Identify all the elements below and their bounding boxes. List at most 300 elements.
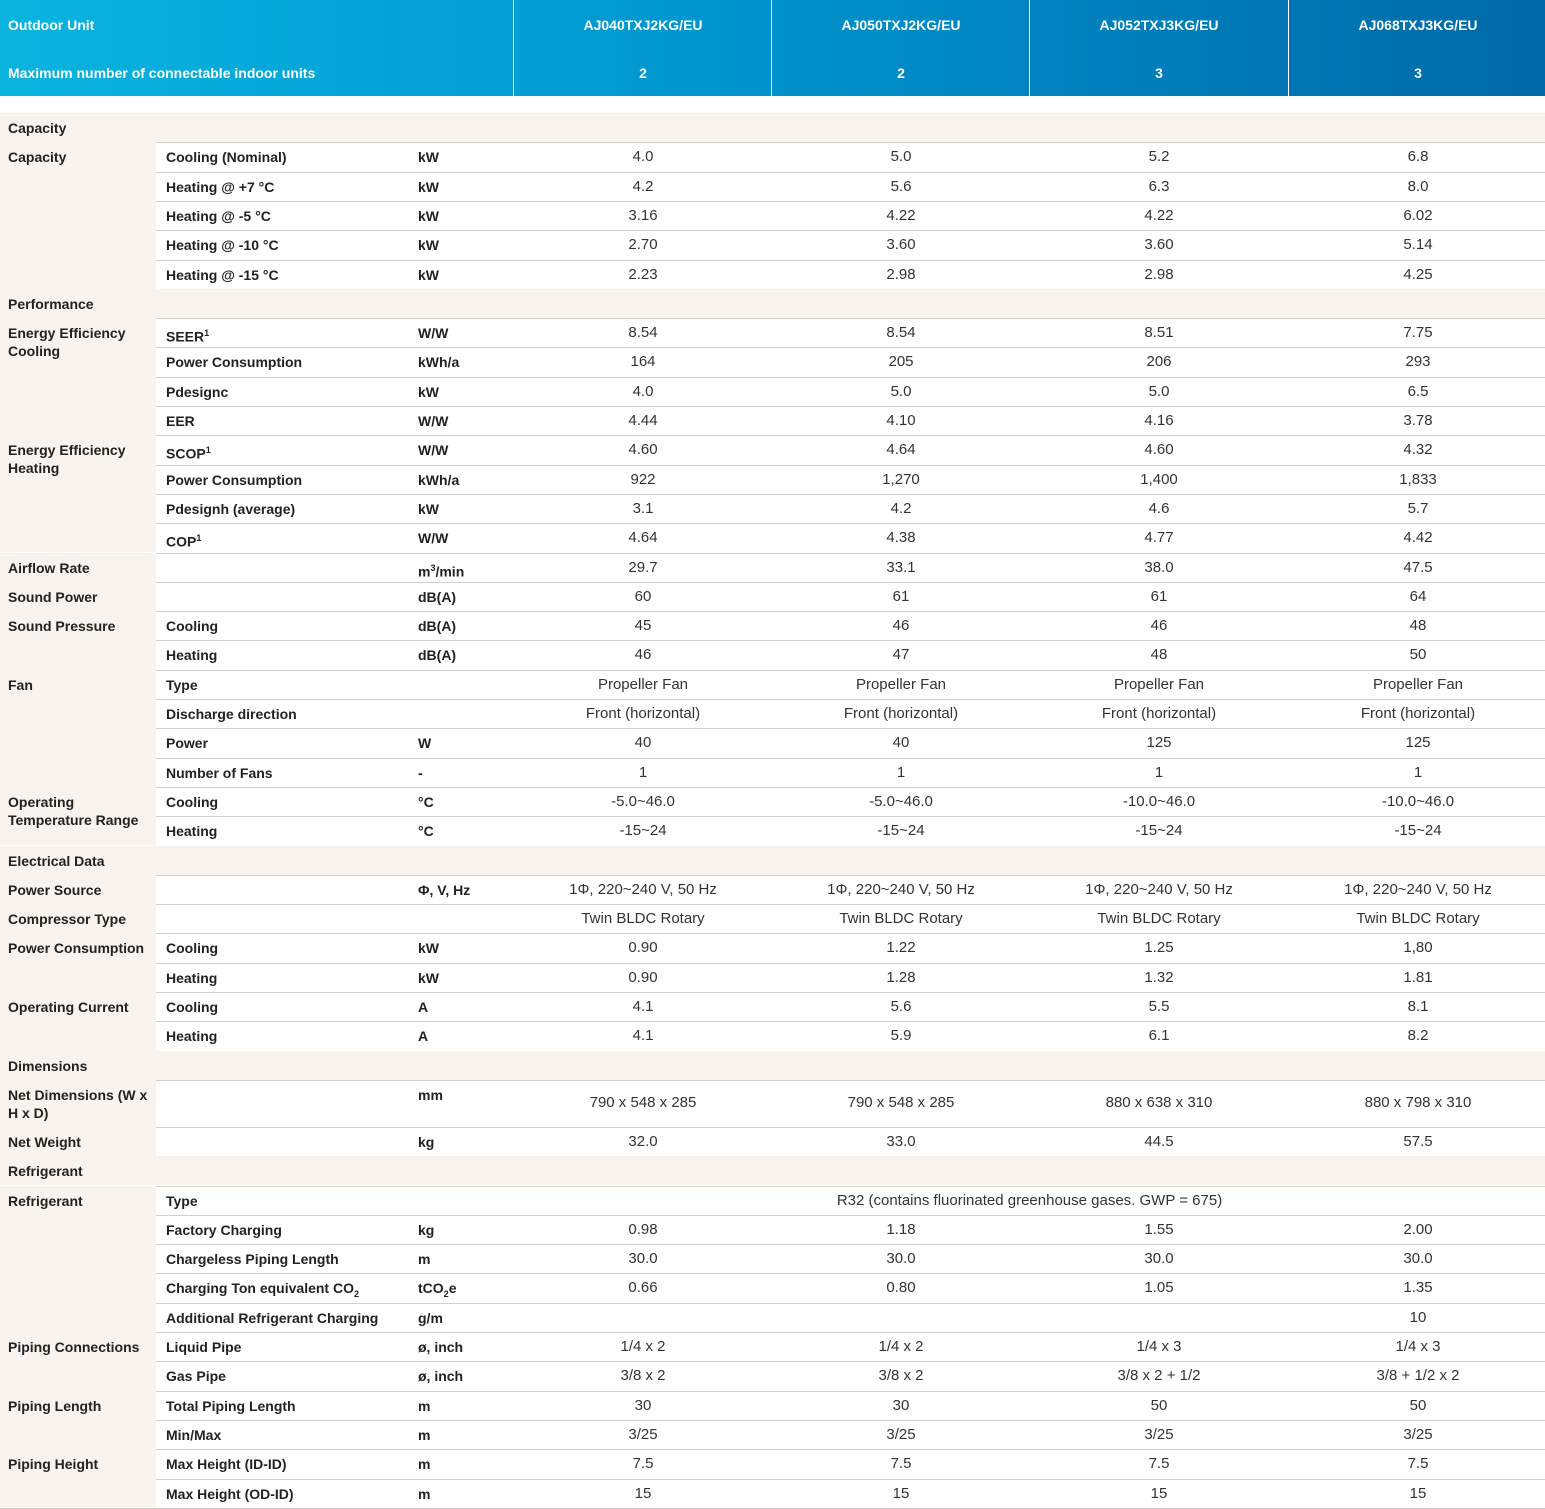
param-label: Chargeless Piping Length [166, 1251, 339, 1268]
unit-label: kWh/a [418, 354, 460, 371]
param-label: Type [166, 676, 198, 693]
unit-label: kW [418, 178, 439, 195]
unit-label: kWh/a [418, 471, 460, 488]
header-outdoor-unit-label: Outdoor Unit [8, 17, 95, 33]
cell-value: Front (horizontal) [1101, 705, 1217, 722]
row-divider [156, 523, 1545, 524]
row-divider [156, 1244, 1545, 1245]
table-header [0, 0, 1545, 96]
row-divider [156, 465, 1545, 466]
group-label: Power Consumption [8, 940, 145, 957]
section-heading: Performance [8, 295, 94, 312]
cell-value: 5.7 [1407, 499, 1429, 517]
row-divider [0, 435, 1545, 436]
cell-value: 1.35 [1403, 1279, 1433, 1297]
cell-value: 880 x 798 x 310 [1364, 1094, 1472, 1112]
max-units-value: 3 [1414, 65, 1422, 81]
param-label: Max Height (OD-ID) [166, 1485, 294, 1502]
cell-value: 3/8 x 2 [620, 1367, 666, 1385]
group-label: Sound Pressure [8, 618, 116, 635]
model-name: AJ050TXJ2KG/EU [841, 17, 961, 33]
cell-value: 5.6 [890, 177, 912, 195]
model-name: AJ068TXJ3KG/EU [1358, 17, 1478, 33]
section-heading: Refrigerant [8, 1163, 83, 1180]
group-label: Energy Efficiency Heating [8, 442, 126, 477]
cell-value: 5.5 [1148, 998, 1170, 1015]
cell-value: 64 [1409, 587, 1427, 605]
cell-value: 5.0 [890, 148, 912, 166]
cell-value: 40 [892, 734, 910, 752]
cell-value: 15 [634, 1484, 652, 1502]
unit-label: kW [418, 940, 439, 957]
row-divider [0, 582, 1545, 583]
cell-value: 1/4 x 3 [1136, 1338, 1182, 1355]
max-units-value: 2 [639, 65, 647, 81]
cell-value: 2.98 [1144, 265, 1174, 283]
cell-value: -15~24 [1394, 822, 1442, 840]
cell-value: 125 [1405, 734, 1431, 752]
cell-value: 1.05 [1144, 1279, 1174, 1297]
param-label: Cooling [166, 793, 219, 810]
param-label: Pdesignh (average) [166, 500, 296, 517]
cell-value: 15 [1409, 1484, 1427, 1502]
cell-value: 8.54 [628, 324, 658, 342]
cell-value: 4.77 [1144, 529, 1174, 547]
row-divider [156, 1215, 1545, 1216]
row-divider [156, 1273, 1545, 1274]
cell-value: 4.16 [1144, 412, 1174, 429]
row-divider [156, 1479, 1545, 1480]
cell-value: 7.75 [1403, 324, 1433, 342]
cell-value: 5.0 [1148, 382, 1170, 400]
cell-value: 206 [1146, 353, 1172, 371]
cell-value: 10 [1409, 1308, 1427, 1326]
model-name: AJ040TXJ2KG/EU [583, 17, 703, 33]
cell-value: 1 [1154, 763, 1164, 781]
unit-label: A [418, 1028, 429, 1045]
cell-value: 125 [1146, 734, 1172, 752]
cell-value: 4.32 [1403, 441, 1433, 459]
row-divider [0, 142, 1545, 143]
cell-value: 4.25 [1403, 265, 1433, 283]
param-label: Heating @ -5 °C [166, 207, 271, 224]
cell-value: 4.60 [1144, 441, 1174, 459]
cell-value: 1,400 [1140, 470, 1178, 488]
cell-value: 4.22 [886, 206, 916, 224]
cell-value: 45 [634, 617, 652, 635]
cell-value: 1/4 x 3 [1395, 1338, 1441, 1355]
row-divider [156, 201, 1545, 202]
cell-value: 7.5 [1407, 1455, 1429, 1473]
param-label: Type [166, 1192, 198, 1209]
cell-value: -15~24 [619, 822, 667, 840]
unit-label: kg [418, 1221, 435, 1238]
cell-value: 6.02 [1403, 206, 1433, 224]
cell-value: 8.0 [1407, 177, 1429, 195]
cell-value: 4.6 [1148, 499, 1170, 517]
cell-value: 1Φ, 220~240 V, 50 Hz [1085, 880, 1233, 898]
cell-value: Propeller Fan [1372, 675, 1464, 693]
cell-value: 32.0 [628, 1132, 658, 1150]
row-divider [156, 1303, 1545, 1304]
cell-value: 3/25 [886, 1425, 916, 1443]
row-divider [156, 758, 1545, 759]
max-units-value: 2 [897, 65, 905, 81]
unit-label: A [418, 999, 429, 1015]
cell-value: 3/25 [1144, 1425, 1174, 1443]
cell-value: 15 [892, 1484, 910, 1502]
param-label: SCOP$^1$ [166, 445, 211, 462]
cell-value: 1 [1413, 763, 1423, 781]
cell-value: 46 [892, 617, 910, 635]
cell-value: 922 [630, 470, 656, 488]
group-label: Sound Power [8, 588, 98, 605]
cell-value: 4.2 [890, 499, 912, 517]
cell-value: 61 [1150, 587, 1168, 605]
cell-value: 6.5 [1407, 382, 1429, 400]
cell-value: 0.90 [628, 968, 658, 986]
section-band [0, 846, 1545, 875]
cell-value: 33.0 [886, 1132, 916, 1150]
cell-value: 3.60 [1144, 236, 1174, 254]
cell-value: 50 [1409, 646, 1427, 664]
cell-value: Twin BLDC Rotary [839, 910, 963, 928]
unit-label: kW [418, 149, 439, 166]
row-divider [156, 963, 1545, 964]
cell-value: -15~24 [877, 822, 925, 840]
cell-value: Propeller Fan [597, 675, 689, 693]
unit-label: m [418, 1485, 431, 1502]
group-label: Fan [8, 676, 33, 693]
cell-value: 30 [634, 1396, 652, 1414]
param-label: Number of Fans [166, 764, 273, 781]
param-label: Power Consumption [166, 354, 303, 371]
param-label: Max Height (ID-ID) [166, 1456, 287, 1473]
cell-value: 48 [1409, 617, 1427, 635]
param-label: Heating [166, 1028, 218, 1045]
cell-value: 1Φ, 220~240 V, 50 Hz [1344, 880, 1492, 898]
cell-value: 2.00 [1403, 1220, 1433, 1238]
unit-label: m [418, 1456, 431, 1473]
row-divider [0, 875, 1545, 876]
cell-value: 3/25 [1403, 1425, 1433, 1443]
unit-label: °C [418, 823, 434, 840]
cell-value: 3.1 [632, 499, 654, 517]
row-divider [156, 406, 1545, 407]
param-label: Gas Pipe [166, 1368, 226, 1385]
param-label: Heating @ -10 °C [166, 237, 279, 254]
unit-label: kW [418, 266, 439, 283]
row-divider [156, 1420, 1545, 1421]
cell-value: 1,833 [1399, 470, 1437, 488]
cell-value: 5.9 [890, 1027, 912, 1045]
cell-value: Twin BLDC Rotary [1356, 910, 1480, 928]
group-label: Refrigerant [8, 1192, 83, 1209]
param-label: EER [166, 413, 195, 429]
cell-value: 4.64 [886, 441, 916, 459]
unit-label: dB(A) [418, 588, 457, 605]
cell-value: 4.64 [628, 529, 658, 547]
cell-value: 164 [630, 353, 656, 371]
unit-label: m [418, 1426, 431, 1443]
cell-value: Front (horizontal) [585, 705, 701, 722]
unit-label: - [418, 764, 423, 781]
cell-value: 4.44 [628, 412, 658, 429]
cell-value: -10.0~46.0 [1122, 792, 1196, 810]
cell-value: 3.16 [628, 206, 658, 224]
cell-value: 1.32 [1144, 968, 1174, 986]
cell-value: 1.28 [886, 968, 916, 986]
cell-value: 4.1 [632, 1027, 654, 1045]
cell-value: 4.22 [1144, 206, 1174, 224]
cell-value: 7.5 [1148, 1455, 1170, 1473]
unit-label: $m^3/\min$ [418, 562, 465, 580]
row-divider [156, 699, 1545, 700]
group-label: Energy Efficiency Cooling [8, 325, 126, 360]
cell-value: 47 [892, 646, 910, 664]
cell-value: Front (horizontal) [843, 705, 959, 722]
cell-value: 1,80 [1403, 939, 1433, 957]
row-divider [0, 1127, 1545, 1128]
param-label: COP$^1$ [166, 533, 202, 550]
cell-value: 7.5 [632, 1455, 654, 1473]
row-divider [156, 1361, 1545, 1362]
unit-label: kW [418, 237, 439, 254]
cell-value: 4.0 [632, 382, 654, 400]
cell-value: 1.55 [1144, 1220, 1174, 1238]
cell-value: 293 [1405, 353, 1431, 371]
param-label: Factory Charging [166, 1221, 282, 1238]
unit-label: mm [418, 1086, 443, 1103]
cell-value: 0.66 [628, 1279, 658, 1297]
row-divider [0, 1449, 1545, 1450]
row-divider [156, 816, 1545, 817]
cell-value: 3/8 x 2 + 1/2 [1117, 1367, 1201, 1385]
cell-value: 38.0 [1144, 558, 1174, 576]
section-band [0, 113, 1545, 142]
cell-value: 15 [1150, 1484, 1168, 1502]
param-label: Power [166, 735, 209, 752]
param-label: Cooling [166, 940, 219, 957]
group-label: Compressor Type [8, 911, 126, 928]
model-name: AJ052TXJ3KG/EU [1099, 17, 1219, 33]
cell-value: -5.0~46.0 [611, 792, 675, 810]
unit-label: kW [418, 383, 439, 400]
cell-value: 8.51 [1144, 324, 1174, 342]
row-divider [0, 904, 1545, 905]
cell-value: 61 [892, 587, 910, 605]
param-label: Power Consumption [166, 471, 303, 488]
row-divider [156, 172, 1545, 173]
cell-value: 5.14 [1403, 236, 1433, 254]
cell-value: 2.23 [628, 265, 658, 283]
cell-value: 4.2 [632, 177, 654, 195]
param-label: Charging Ton equivalent $CO_2$ [166, 1280, 359, 1300]
cell-value: 8.54 [886, 324, 916, 342]
unit-label: kW [418, 207, 439, 224]
cell-value: 880 x 638 x 310 [1105, 1094, 1213, 1112]
cell-value: 1.25 [1144, 939, 1174, 957]
cell-value: 4.0 [632, 148, 654, 166]
section-heading: Electrical Data [8, 852, 105, 869]
cell-value: 6.3 [1148, 177, 1170, 195]
row-divider [156, 1021, 1545, 1022]
unit-label: kg [418, 1133, 435, 1150]
cell-value: 4.60 [628, 441, 658, 459]
unit-label: m [418, 1397, 431, 1414]
cell-value: 1Φ, 220~240 V, 50 Hz [827, 880, 975, 898]
section-heading: Dimensions [8, 1057, 88, 1074]
section-band [0, 1156, 1545, 1185]
unit-label: °C [418, 793, 434, 810]
param-label: Cooling [166, 999, 219, 1015]
param-label: Heating @ -15 °C [166, 266, 279, 283]
group-label: Net Weight [8, 1133, 81, 1150]
cell-value: 30 [892, 1396, 910, 1414]
unit-label: dB(A) [418, 618, 457, 635]
cell-value: 46 [1150, 617, 1168, 635]
header-max-units-label: Maximum number of connectable indoor units [8, 65, 316, 81]
param-label: Discharge direction [166, 706, 297, 722]
unit-label: W [418, 735, 432, 752]
param-label: Pdesignc [166, 383, 229, 400]
param-label: Cooling [166, 618, 219, 635]
cell-value: 1.18 [886, 1220, 916, 1238]
cell-value: 40 [634, 734, 652, 752]
unit-label: W/W [418, 413, 449, 429]
cell-value: 30.0 [886, 1250, 916, 1268]
cell-value: 790 x 548 x 285 [589, 1094, 697, 1112]
row-divider [0, 992, 1545, 993]
cell-value: 46 [634, 646, 652, 664]
cell-value: 4.42 [1403, 529, 1433, 547]
row-divider [0, 318, 1545, 319]
cell-value: 8.2 [1407, 1027, 1429, 1045]
cell-value: 6.1 [1148, 1027, 1170, 1045]
row-divider [0, 1391, 1545, 1392]
row-divider [0, 1332, 1545, 1333]
cell-value: Propeller Fan [855, 675, 947, 693]
section-band [0, 289, 1545, 318]
section-heading: Capacity [8, 120, 67, 136]
cell-value: 30.0 [1144, 1250, 1174, 1268]
cell-value: 790 x 548 x 285 [847, 1094, 955, 1112]
cell-value: 1 [638, 763, 648, 781]
unit-label: W/W [418, 442, 449, 459]
param-label: Heating [166, 647, 218, 664]
cell-value: 5.2 [1148, 148, 1170, 166]
row-divider [156, 640, 1545, 641]
cell-value: -10.0~46.0 [1381, 792, 1455, 810]
cell-value: 4.38 [886, 529, 916, 547]
cell-value: -5.0~46.0 [869, 792, 933, 810]
unit-label: tCO$_2$e [418, 1280, 457, 1300]
row-divider [156, 728, 1545, 729]
row-divider [156, 494, 1545, 495]
group-label: Net Dimensions (W x H x D) [8, 1086, 148, 1121]
cell-value: 50 [1150, 1396, 1168, 1414]
cell-value: 0.98 [628, 1220, 658, 1238]
cell-value: Twin BLDC Rotary [1097, 910, 1221, 928]
max-units-value: 3 [1155, 65, 1163, 81]
cell-value: 0.90 [628, 939, 658, 957]
cell-value: 1/4 x 2 [620, 1338, 666, 1355]
unit-label: kW [418, 500, 439, 517]
cell-value: -15~24 [1135, 822, 1183, 840]
cell-value: 33.1 [886, 558, 916, 576]
cell-value: 1Φ, 220~240 V, 50 Hz [569, 880, 717, 898]
cell-value: 1 [896, 763, 906, 781]
group-label: Airflow Rate [8, 559, 90, 576]
cell-value: 44.5 [1144, 1132, 1174, 1150]
group-label: Piping Length [8, 1397, 102, 1414]
cell-value: 57.5 [1403, 1132, 1433, 1150]
unit-label: g/m [418, 1309, 443, 1326]
param-label: Heating @ +7 °C [166, 178, 275, 195]
cell-value: 30.0 [628, 1250, 658, 1268]
row-divider [0, 553, 1545, 554]
param-label: Total Piping Length [166, 1397, 296, 1414]
cell-value: 7.5 [890, 1455, 912, 1473]
row-divider [156, 230, 1545, 231]
row-divider [156, 377, 1545, 378]
cell-value: 1/4 x 2 [878, 1338, 924, 1355]
unit-label: m [418, 1251, 431, 1268]
cell-value: Front (horizontal) [1360, 705, 1476, 722]
cell-value: 3/8 + 1/2 x 2 [1376, 1367, 1460, 1385]
group-label: Piping Connections [8, 1339, 140, 1355]
unit-label: W/W [418, 325, 449, 342]
cell-value: 48 [1150, 646, 1168, 664]
group-label: Operating Current [8, 999, 129, 1015]
row-divider [0, 670, 1545, 671]
row-divider [0, 787, 1545, 788]
cell-value: 30.0 [1403, 1250, 1433, 1268]
cell-value: 8.1 [1407, 998, 1429, 1015]
cell-value: 29.7 [628, 558, 658, 576]
cell-value: 4.1 [632, 998, 654, 1015]
group-label: Power Source [8, 881, 102, 898]
cell-value: 47.5 [1403, 558, 1433, 576]
param-label: Heating [166, 969, 218, 986]
param-label: Additional Refrigerant Charging [166, 1309, 379, 1326]
cell-value: 3.60 [886, 236, 916, 254]
unit-label: W/W [418, 530, 449, 547]
cell-value: 2.98 [886, 265, 916, 283]
row-divider [0, 933, 1545, 934]
unit-label: ø, inch [418, 1339, 464, 1355]
group-label: Operating Temperature Range [8, 793, 139, 828]
row-divider [0, 611, 1545, 612]
cell-value: 6.8 [1407, 148, 1429, 166]
cell-value: 50 [1409, 1396, 1427, 1414]
cell-value: 205 [888, 353, 914, 371]
spanning-value: R32 (contains fluorinated greenhouse gases. GWP = 675) [836, 1191, 1223, 1209]
param-label: Cooling (Nominal) [166, 149, 287, 166]
cell-value: 2.70 [628, 236, 658, 254]
unit-label: Φ, V, Hz [418, 881, 471, 898]
group-label: Capacity [8, 149, 67, 166]
cell-value: 1.81 [1403, 968, 1433, 986]
row-divider [156, 260, 1545, 261]
cell-value: 1.22 [886, 939, 916, 957]
row-divider [156, 347, 1545, 348]
group-label: Piping Height [8, 1456, 99, 1473]
cell-value: 3.78 [1403, 412, 1433, 429]
param-label: Liquid Pipe [166, 1339, 242, 1355]
cell-value: 0.80 [886, 1279, 916, 1297]
cell-value: 5.6 [890, 998, 912, 1015]
